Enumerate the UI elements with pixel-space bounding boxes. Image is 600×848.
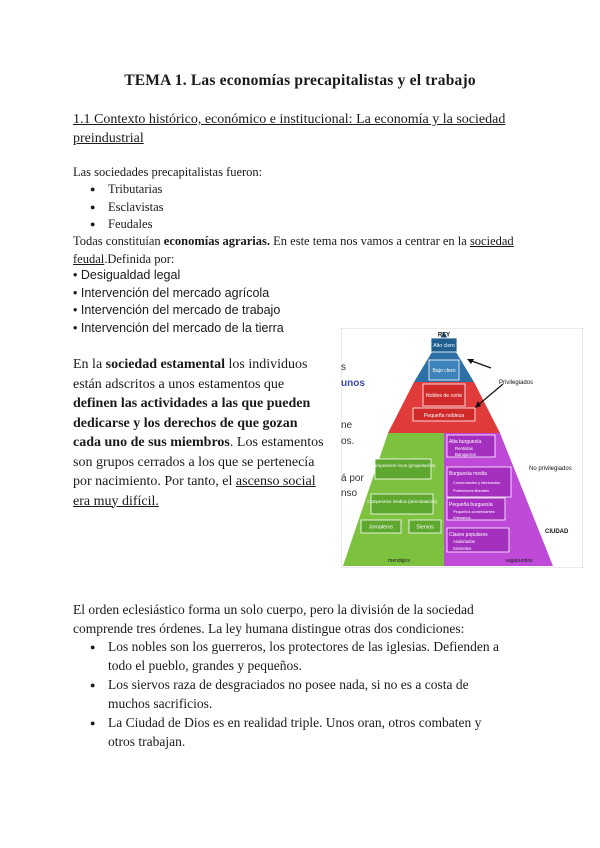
pyr-rentistas: Rentistas — [455, 446, 473, 451]
pyr-pequenos-comerciantes: Pequeños comerciantes — [453, 509, 495, 514]
crop-fragment: os. — [341, 436, 355, 447]
pyr-bajo-clero: Bajo clero — [432, 368, 456, 374]
section-heading: 1.1 Contexto histórico, económico e institucional: La economía y la sociedad preindustrial — [73, 112, 506, 146]
pyr-privilegiados: Privilegiados — [499, 380, 534, 386]
estamental-paragraph: En la sociedad estamental los individuos están adscritos a unos estamentos que definen las actividades a las que pueden dedicarse y los derechos de que gozan cada uno de sus miembros. Los estamentos son grupos cerrados a los que se pertenecía por nacimiento. Por tanto, el ascenso social era muy difícil. — [73, 357, 324, 509]
pyr-burguesia-media: Burguesía media — [449, 471, 487, 477]
list-item: ● Los nobles son los guerreros, los protectores de las iglesias. Defienden a todo el pueblo, grandes y pequeños. — [90, 637, 510, 675]
pyr-rey: REY — [437, 332, 451, 339]
list-item: ● Tributarias — [90, 181, 164, 199]
agrarian-paragraph: Todas constituían economías agrarias. En este tema nos vamos a centrar en la sociedad feudal.Definida por: — [73, 234, 514, 266]
list-item: • Intervención del mercado de la tierra — [73, 320, 284, 335]
pyr-campesinos-medios: Campesinos medios (arrendatarios) — [367, 499, 437, 504]
pyr-ciudad: CIUDAD — [545, 529, 569, 535]
list-item: ● La Ciudad de Dios es en realidad triple. Unos oran, otros combaten y otros trabajan. — [90, 713, 510, 751]
pyr-profesiones: Profesiones liberales — [453, 488, 490, 493]
pyr-mendigos: mendigos — [388, 558, 410, 564]
ecclesiastical-paragraph: El orden eclesiástico forma un solo cuerpo, pero la división de la sociedad comprende tres órdenes. La ley humana distingue otras dos condiciones: — [73, 602, 474, 636]
pyr-nobles: Nobles de corte — [425, 393, 463, 399]
page-title: TEMA 1. Las economías precapitalistas y el trabajo — [124, 72, 476, 89]
pyr-pequena-nobleza: Pequeña nobleza — [423, 413, 465, 419]
pyr-no-privilegiados: No privilegiados — [529, 466, 572, 472]
pyr-clases-populares: Clases populares — [449, 532, 488, 538]
agrarian-bold: economías agrarias. — [163, 234, 271, 248]
crop-fragment: á por — [341, 473, 364, 484]
list-item: ● Feudales — [90, 216, 164, 234]
pyr-campesinos-ricos: Campesinos ricos (propietarios) — [370, 463, 436, 468]
pyr-banqueros: Banqueros — [455, 452, 476, 457]
social-pyramid-figure — [341, 328, 583, 568]
pyr-pequena-burguesia: Pequeña burguesía — [449, 502, 493, 508]
society-types-list — [90, 181, 164, 234]
crop-fragment: nso — [341, 488, 358, 499]
pyr-siervos: Siervos — [416, 524, 434, 531]
pyr-asalariados: Asalariados — [453, 539, 475, 544]
pyr-sirvientes: Sirvientes — [453, 546, 472, 551]
features-list — [73, 267, 284, 337]
pyr-artesanos: Artesanos — [453, 515, 471, 520]
pyr-vagabundos: vagabundos — [505, 558, 533, 564]
pyr-alta-burguesia: Alta burguesía — [449, 439, 482, 445]
list-item: ● Los siervos raza de desgraciados no posee nada, si no es a costa de muchos sacrificios. — [90, 675, 510, 713]
pyr-comerciantes: Comerciantes y fabricantes — [453, 480, 501, 485]
list-item: ● Esclavistas — [90, 199, 164, 217]
crop-fragment: s — [341, 362, 346, 373]
feudal-underlined: sociedad feudal — [73, 234, 514, 266]
quotes-list — [90, 637, 510, 751]
pyr-alto-clero: Alto clero — [433, 343, 455, 349]
list-item: • Intervención del mercado de trabajo — [73, 303, 281, 317]
intro-text: Las sociedades precapitalistas fueron: — [73, 165, 263, 179]
pyr-jornaleros: Jornaleros — [368, 524, 394, 531]
list-item: • Desigualdad legal — [73, 268, 181, 282]
crop-fragment: unos — [341, 378, 365, 389]
list-item: • Intervención del mercado agrícola — [73, 285, 270, 300]
crop-fragment: ne — [341, 420, 353, 431]
